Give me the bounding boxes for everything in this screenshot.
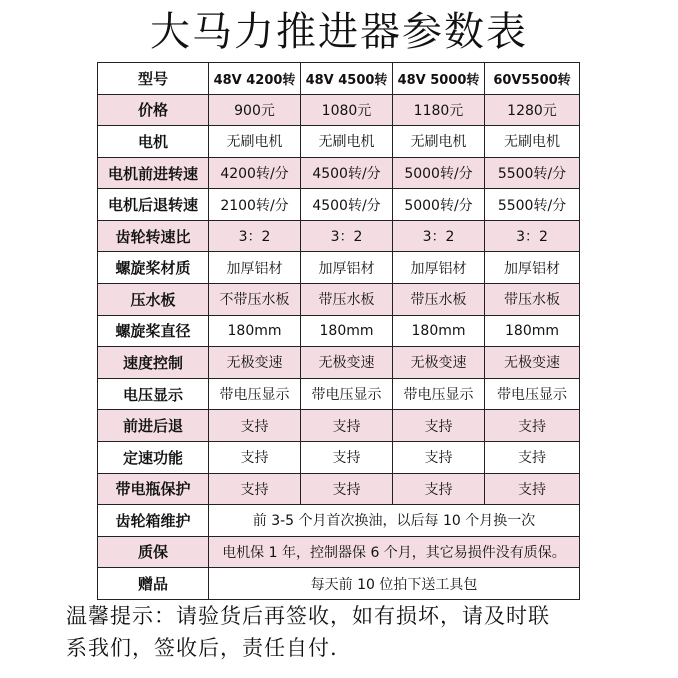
row-label: 电压显示 — [98, 378, 209, 410]
table-cell: 带电压显示 — [301, 378, 393, 410]
table-cell: 支持 — [485, 441, 580, 473]
table-cell: 无极变速 — [209, 347, 301, 379]
table-cell: 4500转/分 — [301, 157, 393, 189]
table-row — [98, 473, 580, 505]
row-label: 压水板 — [98, 284, 209, 316]
table-row — [98, 220, 580, 252]
header-label: 型号 — [98, 63, 209, 95]
table-cell: 支持 — [393, 410, 485, 442]
table-row — [98, 536, 580, 568]
table-row — [98, 157, 580, 189]
reminder-line-1: 温馨提示：请验货后再签收，如有损坏，请及时联 — [66, 604, 550, 628]
table-cell: 3：2 — [393, 220, 485, 252]
row-label: 赠品 — [98, 568, 209, 600]
table-row — [98, 126, 580, 158]
table-row — [98, 568, 580, 600]
row-label: 电机前进转速 — [98, 157, 209, 189]
span-cell: 前 3-5 个月首次换油，以后每 10 个月换一次 — [209, 505, 580, 537]
reminder-line-2: 系我们，签收后，责任自付. — [66, 636, 338, 660]
row-label: 电机 — [98, 126, 209, 158]
table-row — [98, 505, 580, 537]
model-header: 60V5500转 — [485, 63, 580, 95]
table-cell: 1080元 — [301, 94, 393, 126]
table-cell: 无极变速 — [393, 347, 485, 379]
table-row — [98, 315, 580, 347]
table-row — [98, 94, 580, 126]
table-cell: 支持 — [301, 441, 393, 473]
table-cell: 带电压显示 — [393, 378, 485, 410]
table-cell: 带压水板 — [393, 284, 485, 316]
table-cell: 带电压显示 — [485, 378, 580, 410]
table-cell: 加厚铝材 — [485, 252, 580, 284]
reminder-note — [66, 600, 666, 664]
table-cell: 5000转/分 — [393, 189, 485, 221]
row-label: 带电瓶保护 — [98, 473, 209, 505]
span-cell: 电机保 1 年，控制器保 6 个月，其它易损件没有质保。 — [209, 536, 580, 568]
table-cell: 带压水板 — [485, 284, 580, 316]
row-label: 前进后退 — [98, 410, 209, 442]
table-cell: 加厚铝材 — [393, 252, 485, 284]
page-title: 大马力推进器参数表 — [150, 9, 528, 55]
row-label: 定速功能 — [98, 441, 209, 473]
table-cell: 带压水板 — [301, 284, 393, 316]
table-cell: 无刷电机 — [393, 126, 485, 158]
table-row — [98, 410, 580, 442]
model-header: 48V 4500转 — [301, 63, 393, 95]
spec-table — [97, 62, 580, 600]
table-row — [98, 189, 580, 221]
table-cell: 4200转/分 — [209, 157, 301, 189]
row-label: 质保 — [98, 536, 209, 568]
table-row — [98, 441, 580, 473]
span-cell: 每天前 10 位拍下送工具包 — [209, 568, 580, 600]
table-cell: 带电压显示 — [209, 378, 301, 410]
table-cell: 5500转/分 — [485, 189, 580, 221]
row-label: 价格 — [98, 94, 209, 126]
table-row — [98, 347, 580, 379]
table-cell: 无刷电机 — [209, 126, 301, 158]
table-cell: 支持 — [209, 441, 301, 473]
table-cell: 无极变速 — [485, 347, 580, 379]
table-cell: 支持 — [485, 473, 580, 505]
table-cell: 支持 — [209, 410, 301, 442]
row-label: 齿轮转速比 — [98, 220, 209, 252]
table-cell: 2100转/分 — [209, 189, 301, 221]
table-row — [98, 252, 580, 284]
table-cell: 180mm — [485, 315, 580, 347]
table-cell: 5500转/分 — [485, 157, 580, 189]
row-label: 螺旋桨直径 — [98, 315, 209, 347]
table-cell: 不带压水板 — [209, 284, 301, 316]
table-cell: 无刷电机 — [485, 126, 580, 158]
table-cell: 支持 — [485, 410, 580, 442]
table-cell: 180mm — [301, 315, 393, 347]
table-cell: 无刷电机 — [301, 126, 393, 158]
table-cell: 1280元 — [485, 94, 580, 126]
table-cell: 加厚铝材 — [301, 252, 393, 284]
table-cell: 支持 — [209, 473, 301, 505]
table-cell: 3：2 — [485, 220, 580, 252]
row-label: 电机后退转速 — [98, 189, 209, 221]
table-cell: 900元 — [209, 94, 301, 126]
table-cell: 支持 — [301, 410, 393, 442]
table-cell: 无极变速 — [301, 347, 393, 379]
header-row — [98, 63, 580, 95]
table-cell: 1180元 — [393, 94, 485, 126]
table-row — [98, 284, 580, 316]
table-cell: 3：2 — [301, 220, 393, 252]
model-header: 48V 5000转 — [393, 63, 485, 95]
table-cell: 4500转/分 — [301, 189, 393, 221]
table-cell: 180mm — [393, 315, 485, 347]
table-cell: 支持 — [301, 473, 393, 505]
model-header: 48V 4200转 — [209, 63, 301, 95]
row-label: 螺旋桨材质 — [98, 252, 209, 284]
table-cell: 180mm — [209, 315, 301, 347]
table-row — [98, 378, 580, 410]
row-label: 速度控制 — [98, 347, 209, 379]
table-cell: 支持 — [393, 441, 485, 473]
table-cell: 5000转/分 — [393, 157, 485, 189]
table-cell: 3：2 — [209, 220, 301, 252]
row-label: 齿轮箱维护 — [98, 505, 209, 537]
table-cell: 加厚铝材 — [209, 252, 301, 284]
table-cell: 支持 — [393, 473, 485, 505]
